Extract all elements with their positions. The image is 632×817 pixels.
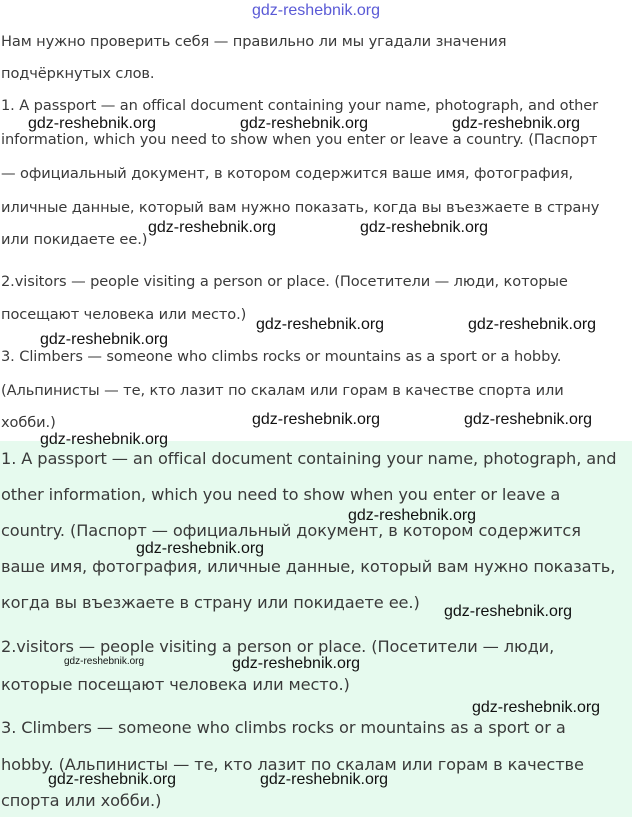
watermark: gdz-reshebnik.org (452, 115, 581, 132)
watermark: gdz-reshebnik.org (260, 771, 389, 788)
watermark: gdz-reshebnik.org (252, 411, 381, 428)
answer-line-3: — официальный документ, в котором содержится ваше имя, фотография, (1, 165, 574, 182)
site-header-link[interactable]: gdz-reshebnik.org (251, 2, 381, 19)
watermark: gdz-reshebnik.org (444, 603, 573, 620)
intro-line-2: подчёркнутых слов. (1, 65, 155, 82)
answer-line-1: 1. A passport — an offical document containing your name, photograph, and other (1, 97, 599, 114)
watermark: gdz-reshebnik.org (468, 316, 597, 333)
highlight-line-3: country. (Паспорт — официальный документ, в котором содержится (1, 521, 581, 540)
highlight-line-8: 3. Climbers — someone who climbs rocks or mountains as a sport or a (1, 718, 566, 737)
highlight-line-6: 2.visitors — people visiting a person or place. (Посетители — люди, (1, 637, 555, 656)
watermark: gdz-reshebnik.org (472, 699, 601, 716)
watermark: gdz-reshebnik.org (28, 115, 157, 132)
watermark: gdz-reshebnik.org (464, 411, 593, 428)
highlight-line-10: спорта или хобби.) (1, 791, 162, 810)
watermark: gdz-reshebnik.org (40, 331, 169, 348)
answer-line-6: 2.visitors — people visiting a person or place. (Посетители — люди, которые (1, 273, 568, 290)
intro-line-1: Нам нужно проверить себя — правильно ли мы угадали значения (1, 33, 507, 50)
watermark-small: gdz-reshebnik.org (64, 656, 145, 667)
watermark: gdz-reshebnik.org (232, 655, 361, 672)
watermark: gdz-reshebnik.org (256, 316, 385, 333)
answer-line-8: 3. Climbers — someone who climbs rocks or mountains as a sport or a hobby. (1, 348, 562, 365)
answer-line-5: или покидаете ее.) (1, 231, 148, 248)
highlight-line-9: hobby. (Альпинисты — те, кто лазит по скалам или горам в качестве (1, 755, 584, 774)
watermark: gdz-reshebnik.org (348, 507, 477, 524)
answer-line-7: посещают человека или место.) (1, 306, 247, 323)
answer-line-4: иличные данные, который вам нужно показать, когда вы въезжаете в страну (1, 199, 600, 216)
highlight-line-5: когда вы въезжаете в страну или покидаете ее.) (1, 593, 420, 612)
highlight-line-4: ваше имя, фотография, иличные данные, который вам нужно показать, (1, 557, 616, 576)
highlight-line-2: other information, which you need to show when you enter or leave a (1, 485, 561, 504)
highlight-line-7: которые посещают человека или место.) (1, 675, 350, 694)
answer-line-2: information, which you need to show when you enter or leave a country. (Паспорт (1, 131, 598, 148)
watermark: gdz-reshebnik.org (240, 115, 369, 132)
highlight-line-1: 1. A passport — an offical document containing your name, photograph, and (1, 449, 617, 468)
watermark: gdz-reshebnik.org (360, 219, 489, 236)
watermark: gdz-reshebnik.org (48, 771, 177, 788)
answer-line-10: хобби.) (1, 414, 56, 431)
answer-line-9: (Альпинисты — те, кто лазит по скалам или горам в качестве спорта или (1, 382, 564, 399)
watermark: gdz-reshebnik.org (136, 540, 265, 557)
watermark: gdz-reshebnik.org (40, 431, 169, 448)
watermark: gdz-reshebnik.org (148, 219, 277, 236)
